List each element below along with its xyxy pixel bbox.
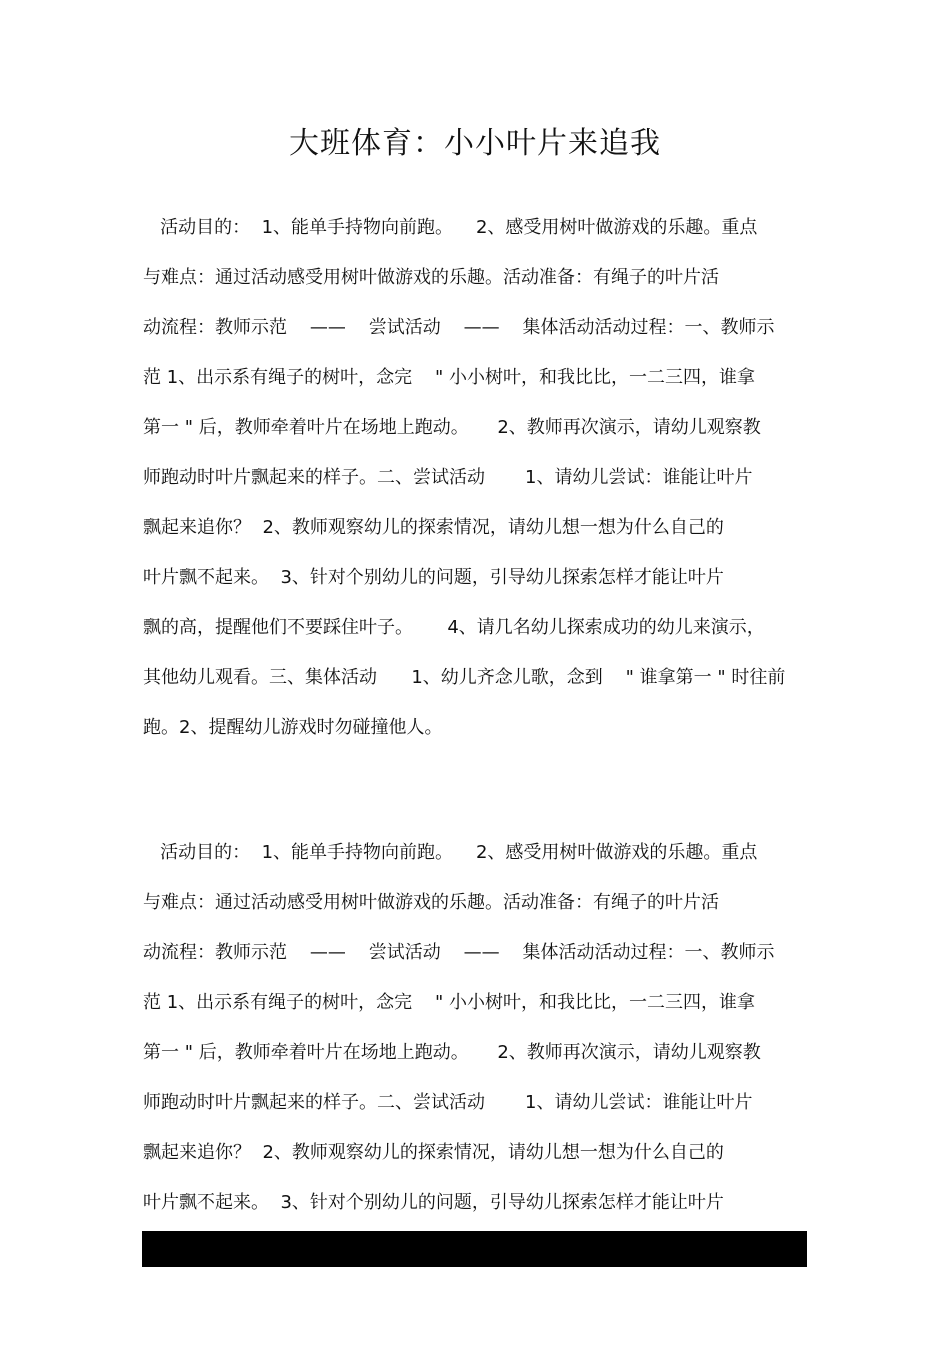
text-line: 动流程：教师示范 —— 尝试活动 —— 集体活动活动过程：一、教师示 bbox=[143, 317, 775, 338]
footer-bar bbox=[142, 1231, 807, 1267]
text-line: 师跑动时叶片飘起来的样子。二、尝试活动 1、请幼儿尝试：谁能让叶片 bbox=[143, 1092, 753, 1113]
text-line: 飘起来追你？ 2、教师观察幼儿的探索情况，请幼儿想一想为什么自己的 bbox=[143, 517, 724, 538]
text-line: 范 1、出示系有绳子的树叶，念完 " 小小树叶，和我比比，一二三四，谁拿 bbox=[143, 992, 756, 1013]
text-line: 其他幼儿观看。三、集体活动 1、幼儿齐念儿歌，念到 " 谁拿第一 " 时往前 bbox=[143, 667, 786, 688]
text-line: 跑。2、提醒幼儿游戏时勿碰撞他人。 bbox=[143, 717, 443, 738]
text-line: 第一 " 后，教师牵着叶片在场地上跑动。 2、教师再次演示，请幼儿观察教 bbox=[143, 417, 761, 438]
lesson-text-section-2 bbox=[143, 828, 823, 1228]
text-line: 飘起来追你？ 2、教师观察幼儿的探索情况，请幼儿想一想为什么自己的 bbox=[143, 1142, 724, 1163]
text-line: 叶片飘不起来。 3、针对个别幼儿的问题，引导幼儿探索怎样才能让叶片 bbox=[143, 567, 724, 588]
text-line: 叶片飘不起来。 3、针对个别幼儿的问题，引导幼儿探索怎样才能让叶片 bbox=[143, 1192, 724, 1213]
text-line: 与难点：通过活动感受用树叶做游戏的乐趣。活动准备：有绳子的叶片活 bbox=[143, 267, 719, 288]
text-line: 师跑动时叶片飘起来的样子。二、尝试活动 1、请幼儿尝试：谁能让叶片 bbox=[143, 467, 753, 488]
text-line: 范 1、出示系有绳子的树叶，念完 " 小小树叶，和我比比，一二三四，谁拿 bbox=[143, 367, 756, 388]
text-line: 动流程：教师示范 —— 尝试活动 —— 集体活动活动过程：一、教师示 bbox=[143, 942, 775, 963]
text-line: 活动目的： 1、能单手持物向前跑。 2、感受用树叶做游戏的乐趣。重点 bbox=[143, 842, 758, 863]
text-line: 活动目的： 1、能单手持物向前跑。 2、感受用树叶做游戏的乐趣。重点 bbox=[143, 217, 758, 238]
text-line: 与难点：通过活动感受用树叶做游戏的乐趣。活动准备：有绳子的叶片活 bbox=[143, 892, 719, 913]
lesson-text-section-1 bbox=[143, 203, 823, 753]
text-line: 飘的高，提醒他们不要踩住叶子。 4、请几名幼儿探索成功的幼儿来演示， bbox=[143, 617, 765, 638]
text-line: 第一 " 后，教师牵着叶片在场地上跑动。 2、教师再次演示，请幼儿观察教 bbox=[143, 1042, 761, 1063]
page-title: 大班体育：小小叶片来追我 bbox=[289, 126, 661, 161]
